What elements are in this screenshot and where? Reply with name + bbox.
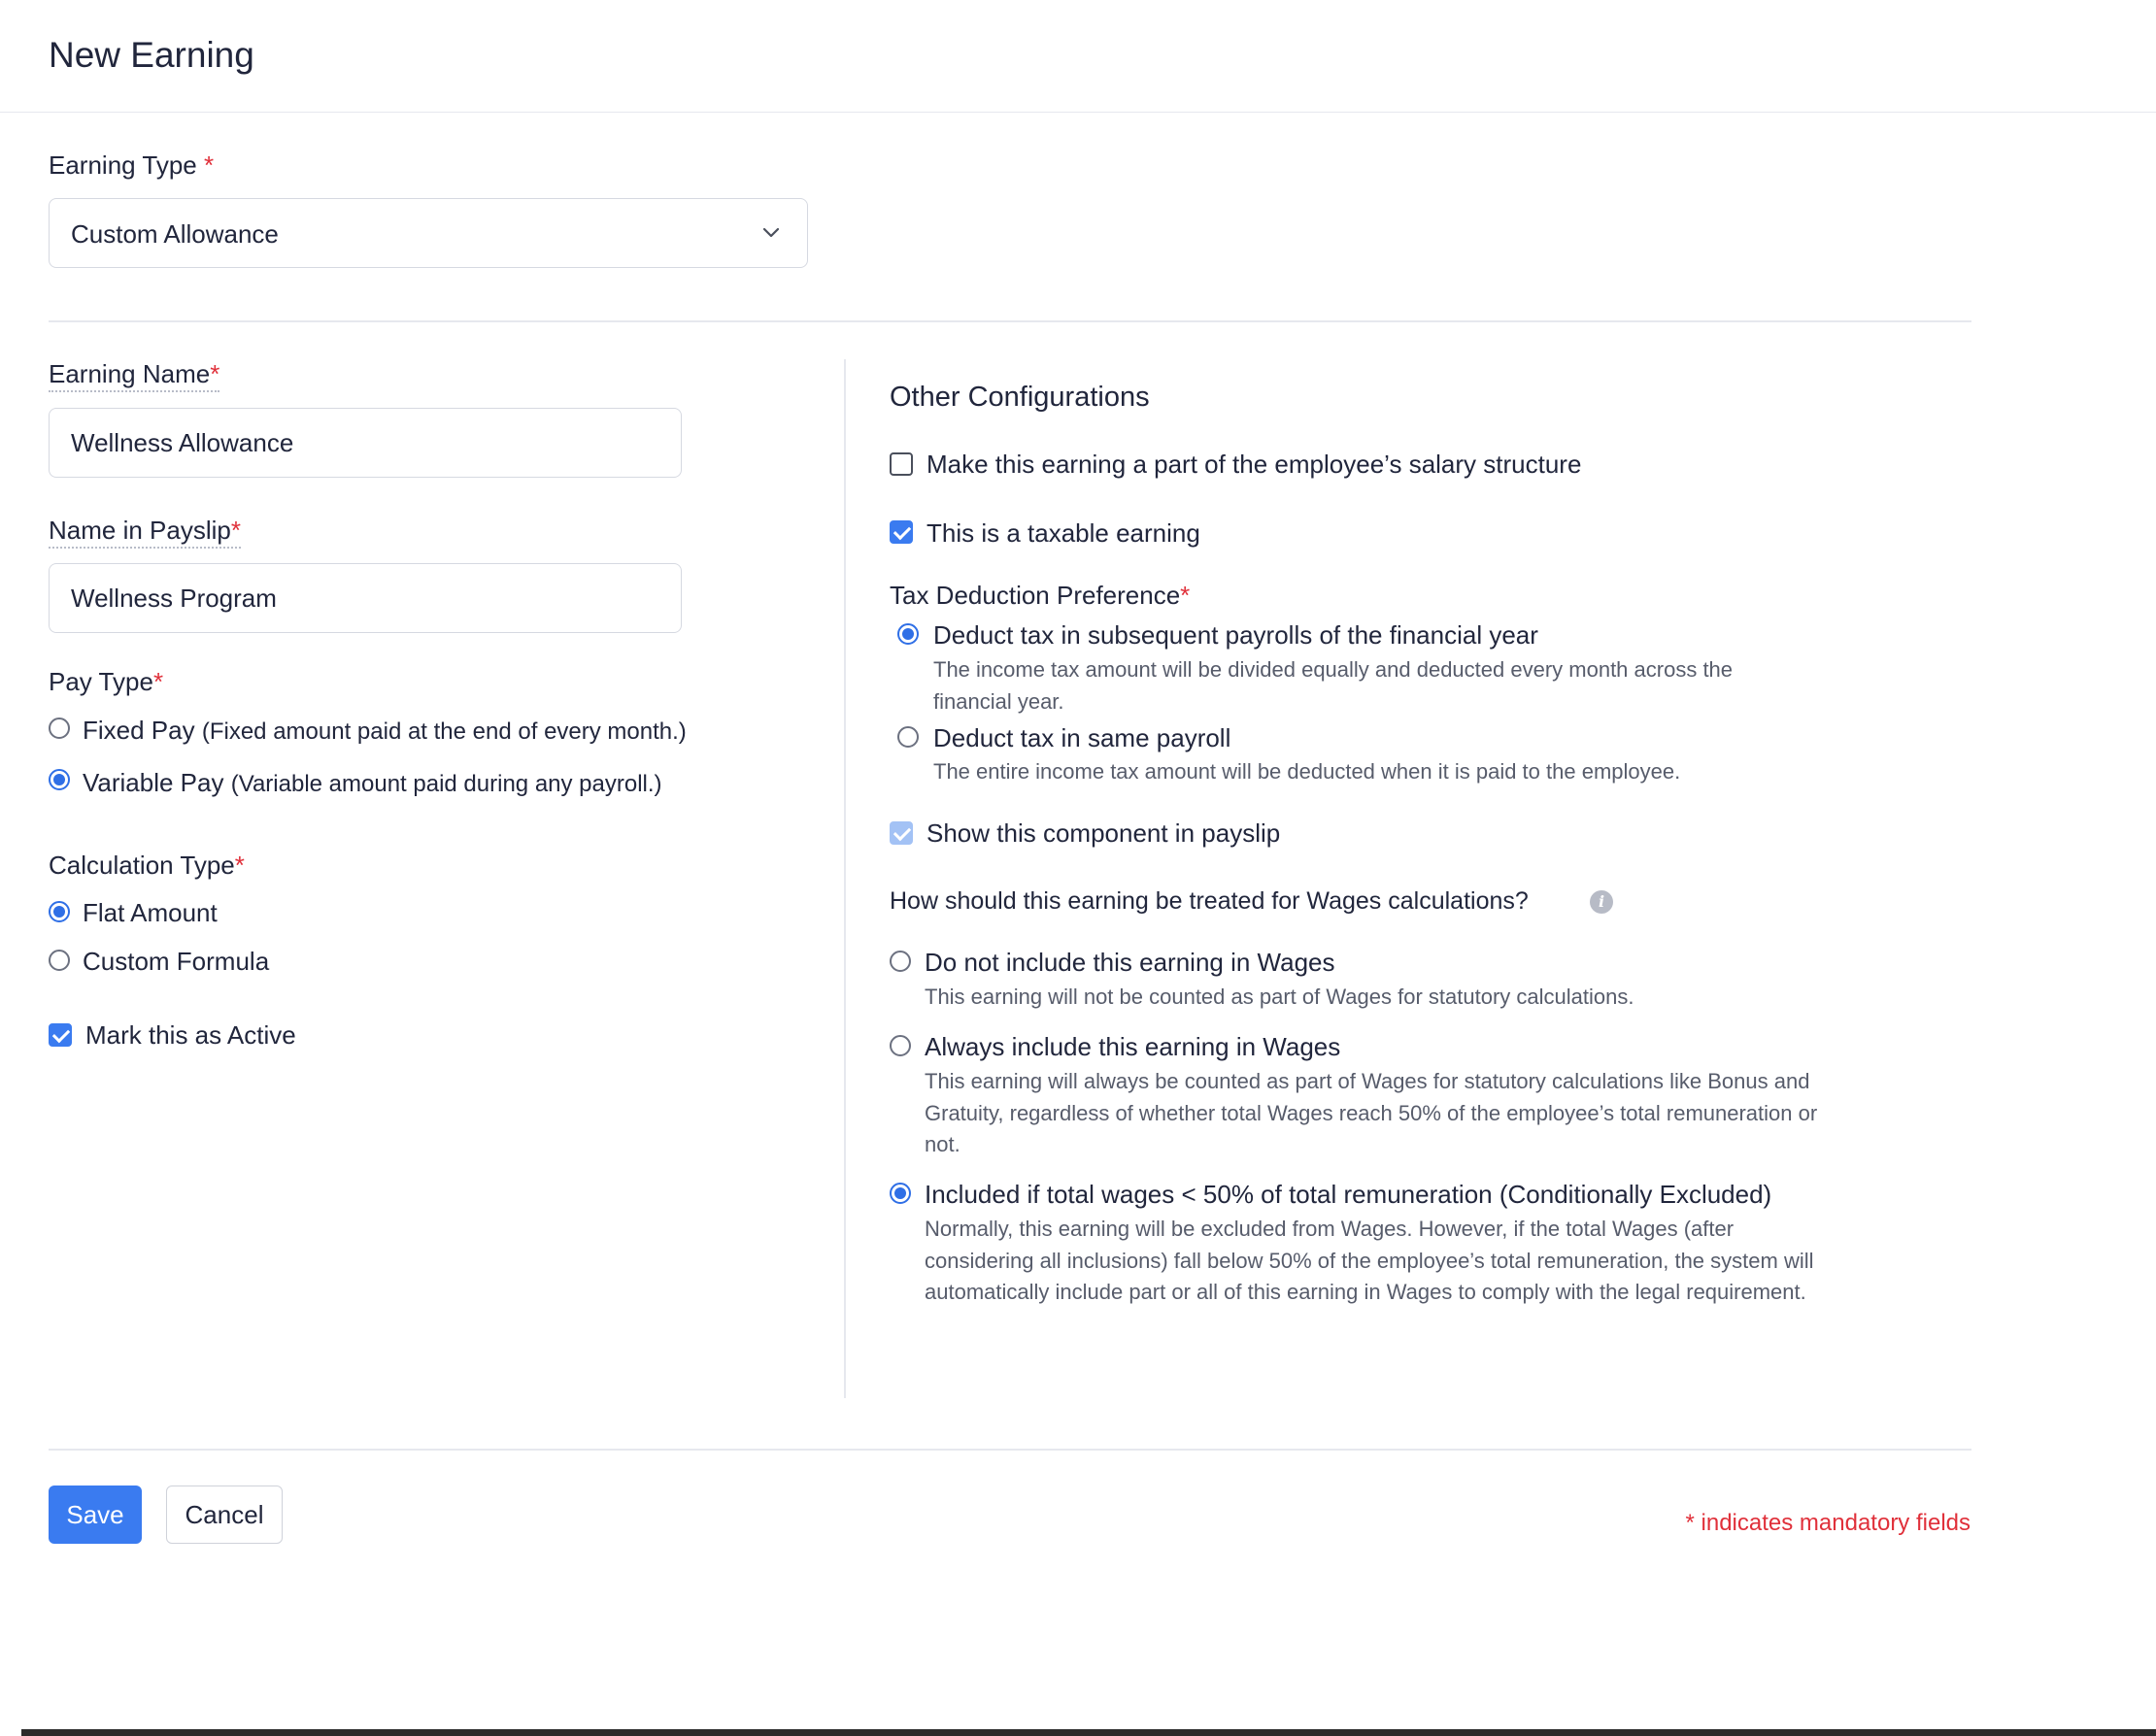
payslip-name-input[interactable] bbox=[49, 563, 682, 633]
calc-custom-formula-label[interactable]: Custom Formula bbox=[83, 947, 270, 976]
tax-pref-label-text: Tax Deduction Preference bbox=[890, 581, 1181, 610]
earning-type-label-text: Earning Type bbox=[49, 150, 197, 180]
required-mark: * bbox=[210, 359, 220, 388]
tax-subsequent-label[interactable]: Deduct tax in subsequent payrolls of the financial year bbox=[933, 620, 1538, 650]
mandatory-note: * indicates mandatory fields bbox=[1685, 1510, 1971, 1536]
payslip-name-label-text: Name in Payslip bbox=[49, 516, 231, 545]
pay-type-label bbox=[49, 667, 163, 697]
tax-subsequent-radio[interactable] bbox=[897, 623, 919, 645]
required-mark: * bbox=[234, 851, 245, 880]
salary-structure-label[interactable]: Make this earning a part of the employee’s salary structure bbox=[926, 450, 1582, 479]
earning-type-value: Custom Allowance bbox=[71, 219, 279, 249]
info-icon[interactable]: i bbox=[1590, 890, 1613, 914]
earning-name-input[interactable] bbox=[49, 408, 682, 478]
save-button[interactable]: Save bbox=[49, 1486, 142, 1544]
tax-subsequent-hint: The income tax amount will be divided equally and deducted every month across the financial year. bbox=[933, 657, 1734, 714]
calc-flat-amount-radio[interactable] bbox=[49, 901, 70, 922]
earning-name-label-text: Earning Name bbox=[49, 359, 211, 388]
pay-type-fixed-radio[interactable] bbox=[49, 718, 70, 739]
footer-divider bbox=[49, 1449, 1971, 1451]
option-note: (Variable amount paid during any payroll.) bbox=[230, 771, 662, 797]
pay-type-fixed-label[interactable] bbox=[83, 716, 687, 746]
pay-type-variable-radio[interactable] bbox=[49, 769, 70, 790]
calc-flat-amount-label[interactable]: Flat Amount bbox=[83, 898, 218, 927]
wages-exclude-radio[interactable] bbox=[890, 951, 911, 972]
active-checkbox[interactable] bbox=[49, 1023, 72, 1047]
salary-structure-checkbox[interactable] bbox=[890, 452, 913, 476]
earning-type-label bbox=[49, 150, 214, 181]
required-mark: * bbox=[152, 667, 164, 696]
earning-name-label bbox=[49, 359, 219, 389]
wages-exclude-label[interactable]: Do not include this earning in Wages bbox=[925, 948, 1335, 977]
required-mark: * bbox=[203, 150, 215, 180]
taxable-checkbox[interactable] bbox=[890, 520, 913, 544]
chevron-down-icon bbox=[760, 222, 782, 244]
option-note: (Fixed amount paid at the end of every month.) bbox=[201, 718, 687, 745]
option-label: Variable Pay bbox=[83, 768, 224, 797]
wages-include-radio[interactable] bbox=[890, 1035, 911, 1056]
tax-same-payroll-label[interactable]: Deduct tax in same payroll bbox=[933, 723, 1231, 752]
calc-custom-formula-radio[interactable] bbox=[49, 950, 70, 971]
wages-conditional-label[interactable]: Included if total wages < 50% of total remuneration (Conditionally Excluded) bbox=[925, 1180, 1772, 1209]
cancel-button[interactable]: Cancel bbox=[166, 1486, 283, 1544]
calculation-type-label bbox=[49, 851, 245, 881]
pay-type-label-text: Pay Type bbox=[49, 667, 153, 696]
show-payslip-label[interactable]: Show this component in payslip bbox=[926, 818, 1281, 848]
pay-type-variable-label[interactable] bbox=[83, 768, 662, 798]
show-payslip-checkbox[interactable] bbox=[890, 821, 913, 845]
other-config-title: Other Configurations bbox=[890, 382, 1150, 413]
wages-conditional-radio[interactable] bbox=[890, 1183, 911, 1204]
calculation-type-label-text: Calculation Type bbox=[49, 851, 235, 880]
tax-same-payroll-radio[interactable] bbox=[897, 726, 919, 748]
tax-same-payroll-hint: The entire income tax amount will be deducted when it is paid to the employee. bbox=[933, 759, 1681, 784]
bottom-bar bbox=[21, 1729, 2156, 1736]
payslip-name-label bbox=[49, 516, 241, 546]
header bbox=[0, 0, 2156, 113]
earning-type-select[interactable] bbox=[49, 198, 808, 268]
wages-include-label[interactable]: Always include this earning in Wages bbox=[925, 1032, 1341, 1061]
wages-question: How should this earning be treated for Wages calculations? bbox=[890, 887, 1529, 915]
wages-conditional-hint: Normally, this earning will be excluded from Wages. However, if the total Wages (after considering all inclusions) fall below 50% of the employee’s total remuneration, the system will automatically include part or all of this earning in Wages to comply with the legal requirement. bbox=[925, 1217, 1814, 1304]
page-title: New Earning bbox=[49, 35, 254, 75]
section-divider bbox=[49, 320, 1971, 322]
active-label[interactable]: Mark this as Active bbox=[85, 1020, 296, 1050]
wages-include-hint: This earning will always be counted as part of Wages for statutory calculations like Bonus and Gratuity, regardless of whether total Wages reach 50% of the employee’s total remuneration or not. bbox=[925, 1069, 1818, 1156]
option-label: Fixed Pay bbox=[83, 716, 195, 745]
wages-exclude-hint: This earning will not be counted as part of Wages for statutory calculations. bbox=[925, 985, 1634, 1009]
required-mark: * bbox=[1180, 581, 1191, 610]
tax-pref-label bbox=[890, 581, 1190, 611]
column-divider bbox=[844, 359, 846, 1398]
required-mark: * bbox=[230, 516, 241, 545]
taxable-label[interactable]: This is a taxable earning bbox=[926, 518, 1200, 548]
